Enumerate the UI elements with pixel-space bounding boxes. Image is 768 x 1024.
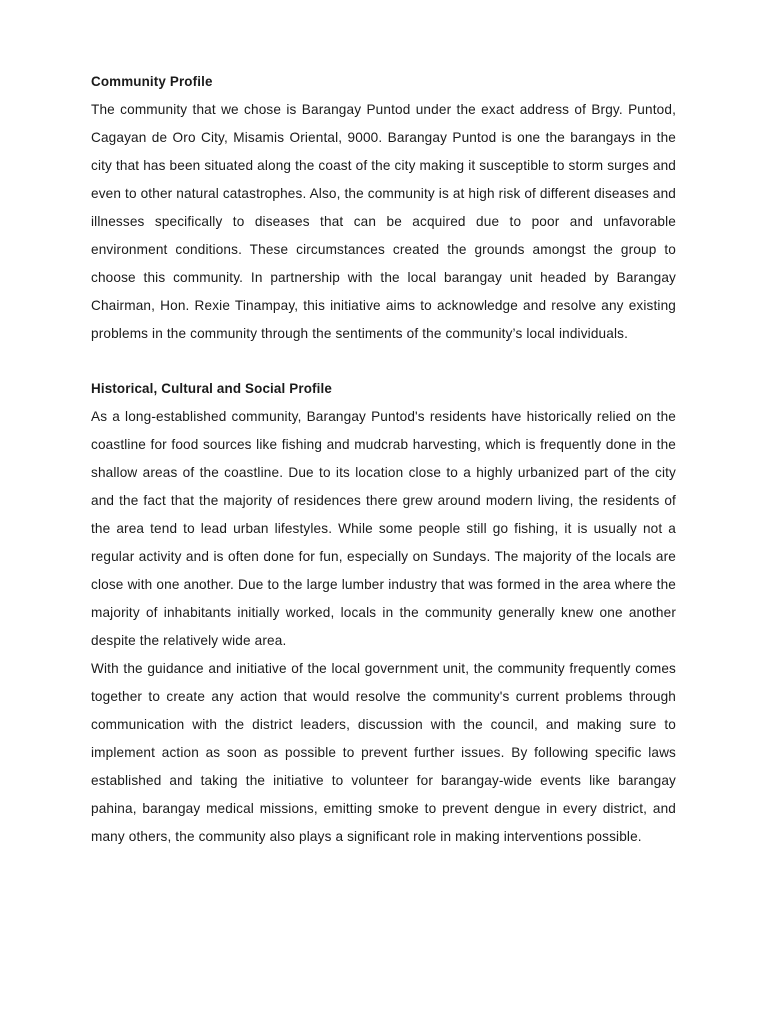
section-spacer xyxy=(91,348,676,375)
section-heading-historical-profile: Historical, Cultural and Social Profile xyxy=(91,381,332,396)
historical-profile-paragraph-2: With the guidance and initiative of the local government unit, the community frequently comes together to create any action that would resolve the community's current problems through communication with the district leaders, discussion with the council, and making sure to implement action as soon as possible to prevent further issues. By following specific laws established and taking the initiative to volunteer for barangay-wide events like barangay pahina, barangay medical missions, emitting smoke to prevent dengue in every district, and many others, the community also plays a significant role in making interventions possible. xyxy=(91,661,676,844)
community-profile-paragraph: The community that we chose is Barangay Puntod under the exact address of Brgy. Puntod, Cagayan de Oro City, Misamis Oriental, 9000. Barangay Puntod is one the barangays in the city that has been situated along the coast of the city making it susceptible to storm surges and even to other natural catastrophes. Also, the community is at high risk of different diseases and illnesses specifically to diseases that can be acquired due to poor and unfavorable environment conditions. These circumstances created the grounds amongst the group to choose this community. In partnership with the local barangay unit headed by Barangay Chairman, Hon. Rexie Tinampay, this initiative aims to acknowledge and resolve any existing problems in the community through the sentiments of the community’s local individuals. xyxy=(91,102,676,341)
historical-profile-paragraph-1: As a long-established community, Barangay Puntod's residents have historically relied on the coastline for food sources like fishing and mudcrab harvesting, which is frequently done in the shallow areas of the coastline. Due to its location close to a highly urbanized part of the city and the fact that the majority of residences there grew around modern living, the residents of the area tend to lead urban lifestyles. While some people still go fishing, it is usually not a regular activity and is often done for fun, especially on Sundays. The majority of the locals are close with one another. Due to the large lumber industry that was formed in the area where the majority of inhabitants initially worked, locals in the community generally knew one another despite the relatively wide area. xyxy=(91,409,676,648)
section-heading-community-profile: Community Profile xyxy=(91,74,213,89)
document-page xyxy=(91,68,676,851)
